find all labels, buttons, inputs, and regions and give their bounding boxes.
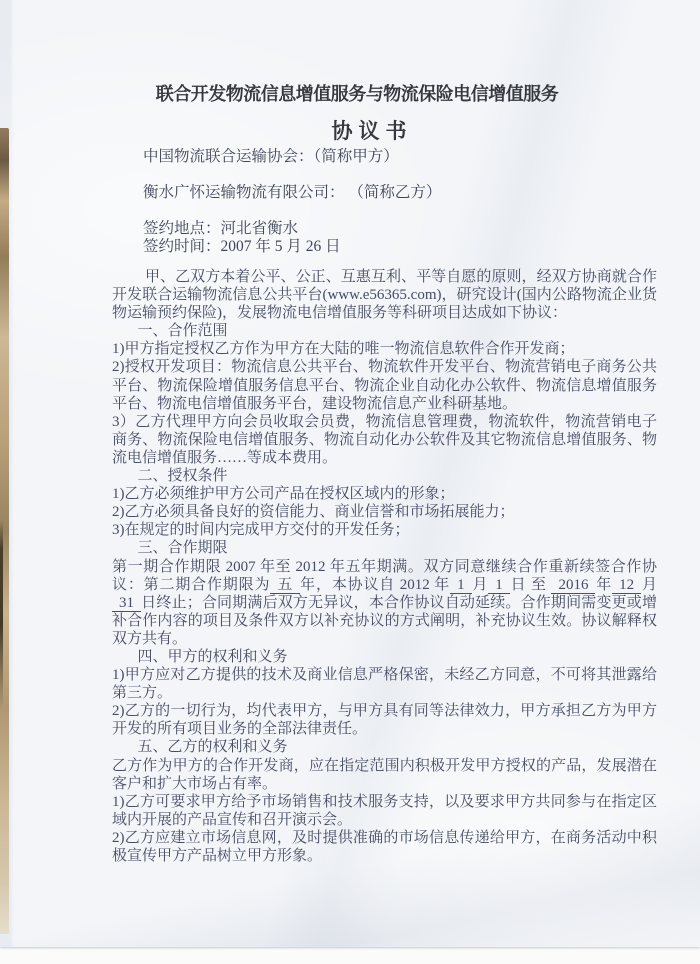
text-segment: 甲、乙双方本着公平、公正、互惠互利、平等自愿的原则，经双方协商就合作开发联合运输物流信息公共平台(www.e56365.com)，研究设计(国内公路物流企业货物运输预约保险)，发展物流电信增值服务等科研项目达成如下协议： [112,269,657,322]
party-b-line: 衡水广怀运输物流有限公司： （简称乙方） [143,184,442,201]
party-a-line: 中国物流联合运输协会：（简称甲方） [143,148,399,165]
text-segment: 2)乙方的一切行为，均代表甲方，与甲方具有同等法律效力，甲方承担乙方为甲方开发的所有项目业务的全部法律责任。 [112,703,657,738]
filled-blank: 12 [612,577,641,594]
paragraph [112,702,657,738]
section-heading [112,539,657,557]
section-heading [112,322,657,340]
filled-blank: 31 [112,595,141,612]
text-segment: 2)乙方必须具备良好的资信能力、商业信誉和市场拓展能力； [112,504,515,521]
text-segment: 1)乙方必须维护甲方公司产品在授权区域内的形象； [112,486,455,503]
filled-blank: 2016 [551,577,595,594]
paragraph [112,413,657,467]
section-heading [112,467,657,485]
paragraph [112,757,657,793]
filled-blank: 1 [450,577,472,594]
text-segment: 月 [641,576,657,593]
document-title-line2: 协议书 [331,120,413,143]
text-segment: 五、乙方的权利和义务 [137,739,288,756]
paragraph [112,268,657,322]
text-segment: 四、甲方的权利和义务 [137,648,288,665]
filled-blank: 1 [488,577,510,594]
text-segment: 1)甲方应对乙方提供的技术及商业信息严格保密，未经乙方同意，不可将其泄露给第三方。 [112,667,657,702]
paragraph [112,666,657,702]
section-heading [112,738,657,756]
text-segment: 2)乙方应建立市场信息网，及时提供准确的市场信息传递给甲方，在商务活动中积极宣传甲方产品树立甲方形象。 [112,829,657,864]
signing-place-line: 签约地点：河北省衡水 [143,220,299,237]
paragraph [112,358,657,412]
paragraph [112,485,657,503]
text-segment: 日终止；合同期满后双方无异议，本合作协议自动延续。合作期间需变更或增补合作内容的项目及条件双方以补充协议的方式阐明，补充协议生效。协议解释权双方共有。 [112,594,657,647]
text-segment: 1)甲方指定授权乙方作为甲方在大陆的唯一物流信息软件合作开发商； [112,341,575,358]
text-segment: 乙方作为甲方的合作开发商，应在指定范围内积极开发甲方授权的产品，发展潜在客户和扩大市场占有率。 [112,757,657,792]
paragraph [112,340,657,358]
paragraph [112,503,657,521]
paragraph [112,829,657,865]
text-segment: 日 至 [509,576,552,593]
filled-blank: 五 [270,577,300,594]
text-segment: 3)在规定的时间内完成甲方交付的开发任务； [112,522,410,539]
text-segment: 月 [471,576,489,593]
scan-edge-dark-line [0,520,3,710]
text-segment: 二、授权条件 [137,468,228,485]
paragraph [112,521,657,539]
agreement-body [112,268,657,865]
paragraph [112,558,657,648]
text-segment: 第一期合作期限 2007 年至 2012 年五年期满。双方同意继续合作重新续签合作协议：第二期合作期限为 [112,558,657,593]
text-segment: 三、合作期限 [137,540,228,557]
text-segment: 一、合作范围 [137,323,228,340]
text-segment: 年 [595,576,613,593]
text-segment: 年，本协议自 2012 年 [300,576,451,593]
text-segment: 2)授权开发项目：物流信息公共平台、物流软件开发平台、物流营销电子商务公共平台、物流保险增值服务信息平台、物流企业自动化办公软件、物流信息增值服务平台、物流电信增值服务平台，建设物流信息产业科研基地。 [112,359,657,412]
section-heading [112,648,657,666]
text-segment: 1)乙方可要求甲方给予市场销售和技术服务支持，以及要求甲方共同参与在指定区域内开展的产品宣传和召开演示会。 [112,793,657,828]
signing-date-line: 签约时间：2007 年 5 月 26 日 [143,238,341,255]
document-title-line1: 联合开发物流信息增值服务与物流保险电信增值服务 [155,84,559,104]
text-segment: 3）乙方代理甲方向会员收取会员费，物流信息管理费，物流软件，物流营销电子商务、物流保险电信增值服务、物流自动化办公软件及其它物流信息增值服务、物流电信增值服务……等成本费用。 [112,413,657,466]
paragraph [112,793,657,829]
